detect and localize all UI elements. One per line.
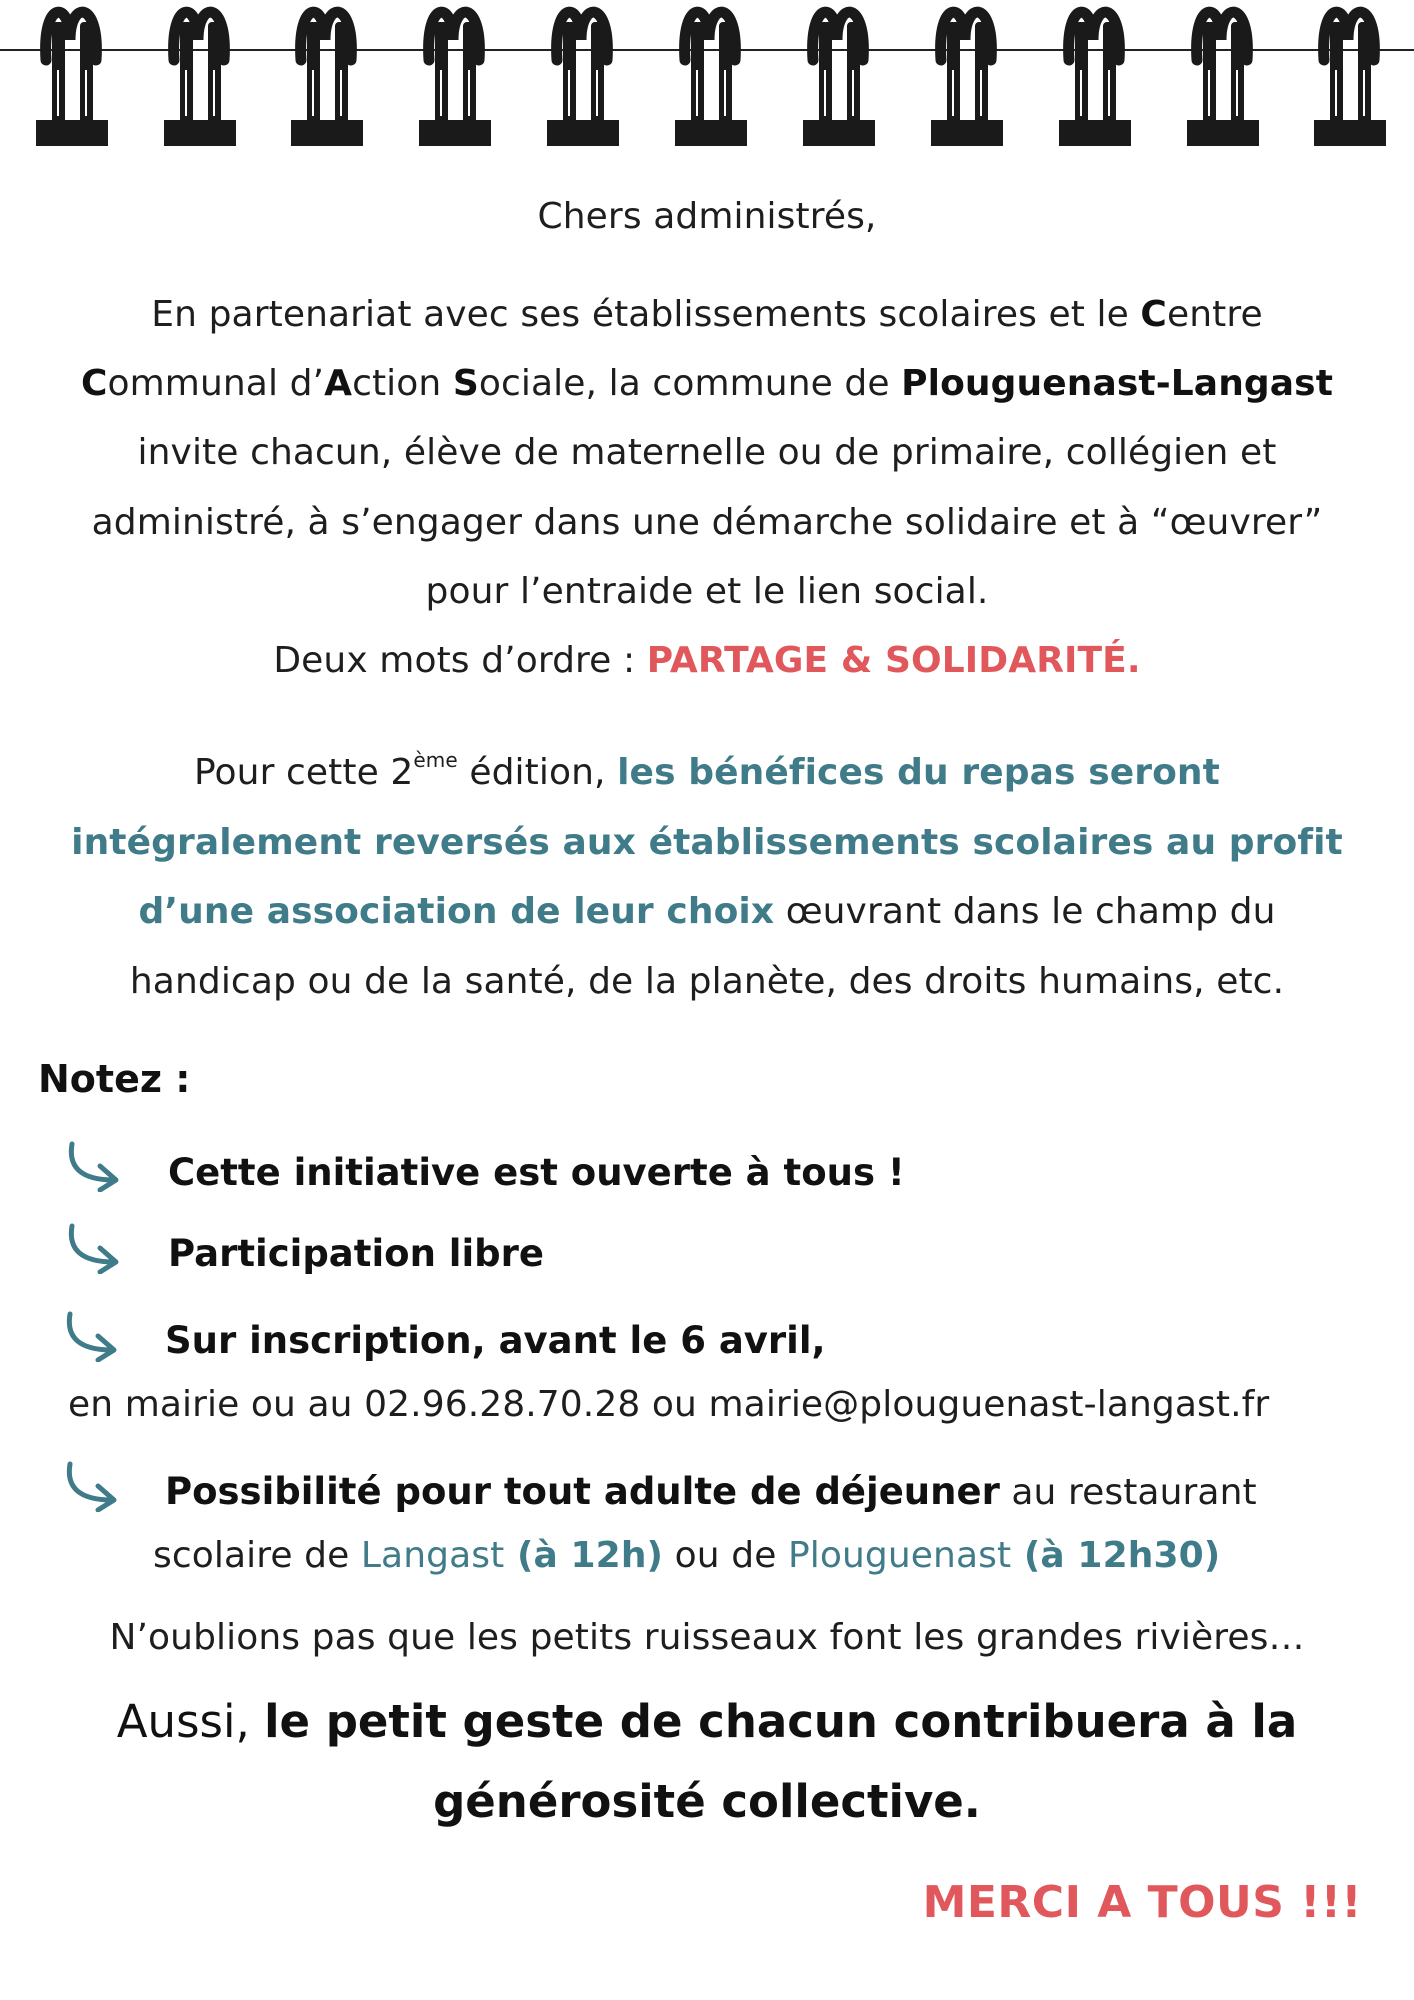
- notez-heading: Notez :: [38, 1057, 191, 1101]
- spiral-binding: [0, 0, 1414, 160]
- closing-line-1: Aussi, le petit geste de chacun contribuera à la: [116, 1695, 1298, 1748]
- note-open-to-all: Cette initiative est ouverte à tous !: [168, 1151, 905, 1194]
- note-free-participation: Participation libre: [168, 1232, 544, 1275]
- edition-line-2: intégralement reversés aux établissements scolaires au profit: [71, 822, 1343, 863]
- intro-line-4: administré, à s’engager dans une démarche solidaire et à “œuvrer”: [91, 502, 1323, 543]
- intro-line-5: pour l’entraide et le lien social.: [425, 571, 989, 612]
- binding-ring: [164, 12, 236, 146]
- proverb: N’oublions pas que les petits ruisseaux font les grandes rivières…: [109, 1617, 1305, 1658]
- binding-ring: [547, 12, 619, 146]
- binding-ring: [36, 12, 108, 146]
- motto: PARTAGE & SOLIDARITÉ.: [646, 640, 1141, 681]
- binding-ring: [419, 12, 491, 146]
- arrow-icon: [66, 1222, 130, 1274]
- motto-line: Deux mots d’ordre : PARTAGE & SOLIDARITÉ.: [273, 640, 1141, 681]
- edition-line-4: handicap ou de la santé, de la planète, des droits humains, etc.: [129, 961, 1285, 1002]
- town-name: Plouguenast-Langast: [901, 363, 1334, 404]
- binding-ring: [291, 12, 363, 146]
- binding-ring: [803, 12, 875, 146]
- binding-ring: [931, 12, 1003, 146]
- greeting: Chers administrés,: [537, 196, 877, 237]
- binding-ring: [1059, 12, 1131, 146]
- intro-line-3: invite chacun, élève de maternelle ou de primaire, collégien et: [137, 432, 1277, 473]
- note-registration: Sur inscription, avant le 6 avril,: [165, 1319, 826, 1362]
- lunch-locations: scolaire de Langast (à 12h) ou de Plouguenast (à 12h30): [153, 1535, 1221, 1576]
- binding-ring: [675, 12, 747, 146]
- registration-contact: en mairie ou au 02.96.28.70.28 ou mairie@plouguenast-langast.fr: [68, 1384, 1270, 1425]
- edition-line-3: d’une association de leur choix œuvrant dans le champ du: [138, 891, 1276, 932]
- binding-ring: [1314, 12, 1386, 146]
- intro-line-2: Communal d’Action Sociale, la commune de Plouguenast-Langast: [80, 363, 1334, 404]
- thanks: MERCI A TOUS !!!: [922, 1877, 1362, 1928]
- arrow-icon: [64, 1460, 128, 1512]
- edition-line-1: Pour cette 2ème édition, les bénéfices du repas seront: [194, 748, 1220, 793]
- arrow-icon: [64, 1310, 128, 1362]
- binding-ring: [1187, 12, 1259, 146]
- note-lunch: Possibilité pour tout adulte de déjeuner au restaurant: [165, 1470, 1257, 1513]
- arrow-icon: [66, 1140, 130, 1192]
- intro-line-1: En partenariat avec ses établissements scolaires et le Centre: [151, 294, 1263, 335]
- closing-line-2: générosité collective.: [433, 1775, 981, 1828]
